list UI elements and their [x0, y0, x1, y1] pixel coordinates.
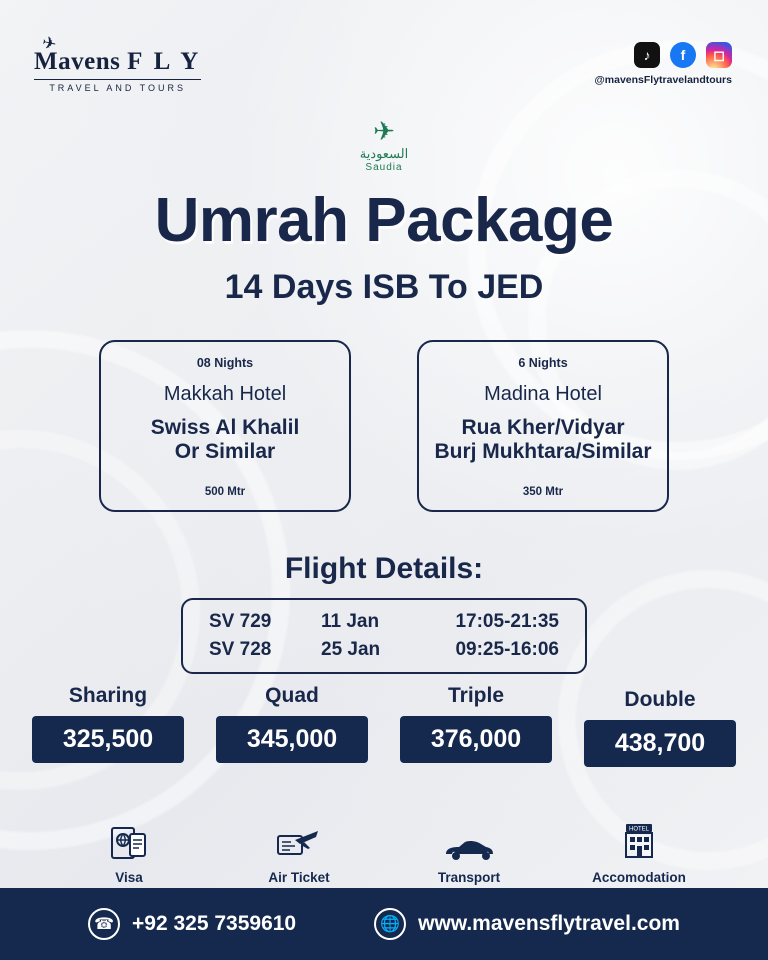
- hotel-cards: [0, 340, 768, 512]
- inclusion-label: Accomodation: [592, 870, 686, 885]
- airplane-icon: ✈: [40, 32, 59, 55]
- social-block: [595, 42, 732, 86]
- passport-visa-icon: [70, 818, 188, 864]
- table-row: [209, 608, 559, 636]
- logo-divider: [34, 79, 201, 80]
- footer-phone[interactable]: [88, 908, 296, 940]
- airline-name-english: Saudia: [365, 162, 403, 173]
- inclusion-accomodation: [580, 818, 698, 885]
- price-label: Quad: [265, 684, 319, 707]
- inclusion-label: Air Ticket: [268, 870, 330, 885]
- inclusion-label: Transport: [437, 870, 501, 885]
- price-value: 345,000: [216, 716, 368, 763]
- flight-details-table: [181, 598, 587, 674]
- price-list: [0, 684, 768, 767]
- tiktok-icon[interactable]: ♪: [634, 42, 660, 68]
- table-row: [209, 636, 559, 664]
- price-value: 376,000: [400, 716, 552, 763]
- airline-name-arabic: السعودية: [359, 146, 409, 161]
- brand-name: [34, 48, 201, 76]
- hotel-building-icon: [580, 818, 698, 864]
- inclusion-transport: [410, 818, 528, 885]
- hotel-card-makkah: [99, 340, 351, 512]
- hotel-city: Madina Hotel: [484, 383, 602, 405]
- airline-logo: [0, 118, 768, 173]
- hotel-city: Makkah Hotel: [163, 383, 287, 405]
- hotel-nights: 6 Nights: [518, 356, 568, 370]
- inclusion-air-ticket: [240, 818, 358, 885]
- inclusion-visa: [70, 818, 188, 885]
- poster-footer: [0, 888, 768, 960]
- whatsapp-icon: ☎: [88, 908, 120, 940]
- price-label: Sharing: [68, 684, 148, 707]
- price-item-sharing: [32, 684, 184, 767]
- hotel-name: [151, 416, 300, 464]
- price-value: 325,500: [32, 716, 184, 763]
- social-handle: @mavensFlytravelandtours: [594, 74, 732, 86]
- svg-text:HOTEL: HOTEL: [628, 826, 650, 833]
- hotel-name-line2: Burj Mukhtara/Similar: [434, 440, 652, 464]
- page-subtitle: 14 Days ISB To JED: [224, 268, 544, 306]
- social-icons: [595, 42, 732, 68]
- flight-number: SV 729: [209, 611, 272, 632]
- brand-name-fly: F L Y: [127, 48, 202, 75]
- price-item-double: [584, 688, 736, 767]
- footer-website[interactable]: [374, 908, 680, 940]
- flight-date: 25 Jan: [321, 639, 381, 660]
- saudia-mark-icon: ✈: [373, 116, 395, 146]
- page-title: Umrah Package: [154, 186, 614, 255]
- air-ticket-icon: [240, 818, 358, 864]
- website-url: www.mavensflytravel.com: [418, 912, 680, 935]
- flight-time: 09:25-16:06: [455, 639, 559, 660]
- price-item-quad: [216, 684, 368, 767]
- hotel-distance: 500 Mtr: [204, 486, 246, 498]
- inclusions-list: [0, 818, 768, 885]
- phone-number: +92 325 7359610: [132, 912, 297, 935]
- price-value: 438,700: [584, 720, 736, 767]
- car-transport-icon: [410, 818, 528, 864]
- inclusion-label: Visa: [115, 870, 143, 885]
- poster-header: [0, 32, 768, 116]
- hotel-name-line2: Or Similar: [174, 440, 276, 464]
- hotel-nights: 08 Nights: [196, 356, 254, 370]
- facebook-icon[interactable]: f: [670, 42, 696, 68]
- hotel-distance: 350 Mtr: [522, 486, 564, 498]
- brand-name-main: Mavens: [34, 48, 121, 75]
- globe-icon: 🌐: [374, 908, 406, 940]
- hotel-name-line1: Swiss Al Khalil: [150, 416, 300, 439]
- hotel-card-madina: [417, 340, 669, 512]
- price-label: Triple: [447, 684, 505, 707]
- flight-details-heading: Flight Details:: [284, 552, 484, 585]
- price-item-triple: [400, 684, 552, 767]
- company-logo: [34, 32, 202, 93]
- instagram-icon[interactable]: ◻: [706, 42, 732, 68]
- brand-tagline: TRAVEL AND TOURS: [49, 83, 187, 93]
- price-label: Double: [624, 688, 696, 711]
- flight-date: 11 Jan: [321, 611, 380, 632]
- hotel-name: [434, 416, 651, 464]
- flight-number: SV 728: [209, 639, 272, 660]
- hotel-name-line1: Rua Kher/Vidyar: [461, 416, 625, 439]
- flight-time: 17:05-21:35: [455, 611, 559, 632]
